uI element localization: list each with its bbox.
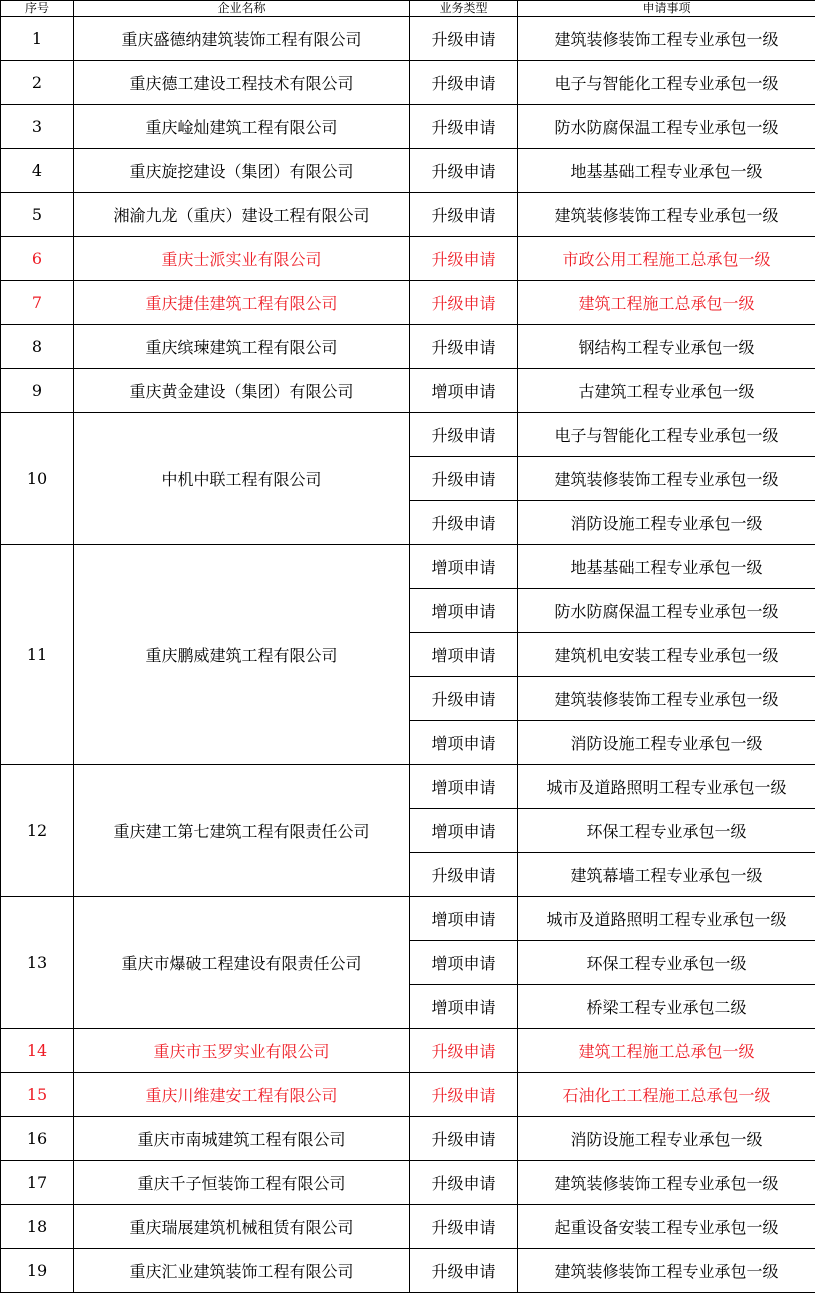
serial-no-cell: 14 xyxy=(1,1029,74,1073)
serial-no-cell: 4 xyxy=(1,149,74,193)
table-row xyxy=(1,413,815,457)
application-matter-cell: 消防设施工程专业承包一级 xyxy=(518,721,815,765)
business-type-cell: 升级申请 xyxy=(410,1117,518,1161)
application-matter-cell: 电子与智能化工程专业承包一级 xyxy=(518,61,815,105)
business-type-cell: 升级申请 xyxy=(410,677,518,721)
application-matter-cell: 消防设施工程专业承包一级 xyxy=(518,501,815,545)
company-name-cell: 中机中联工程有限公司 xyxy=(74,413,410,545)
table-row xyxy=(1,237,815,281)
header-business-type: 业务类型 xyxy=(410,1,518,17)
company-name-cell: 重庆鹏威建筑工程有限公司 xyxy=(74,545,410,765)
company-name-cell: 重庆市玉罗实业有限公司 xyxy=(74,1029,410,1073)
serial-no-cell: 8 xyxy=(1,325,74,369)
application-matter-cell: 市政公用工程施工总承包一级 xyxy=(518,237,815,281)
business-type-cell: 增项申请 xyxy=(410,897,518,941)
table-row xyxy=(1,1029,815,1073)
table-row xyxy=(1,1249,815,1293)
company-name-cell: 重庆汇业建筑装饰工程有限公司 xyxy=(74,1249,410,1293)
company-name-cell: 重庆捷佳建筑工程有限公司 xyxy=(74,281,410,325)
business-type-cell: 升级申请 xyxy=(410,1249,518,1293)
header-company-name: 企业名称 xyxy=(74,1,410,17)
business-type-cell: 升级申请 xyxy=(410,61,518,105)
application-matter-cell: 地基基础工程专业承包一级 xyxy=(518,149,815,193)
application-matter-cell: 建筑工程施工总承包一级 xyxy=(518,1029,815,1073)
application-matter-cell: 古建筑工程专业承包一级 xyxy=(518,369,815,413)
table-row xyxy=(1,1117,815,1161)
application-matter-cell: 防水防腐保温工程专业承包一级 xyxy=(518,105,815,149)
application-matter-cell: 城市及道路照明工程专业承包一级 xyxy=(518,897,815,941)
serial-no-cell: 5 xyxy=(1,193,74,237)
application-matter-cell: 地基基础工程专业承包一级 xyxy=(518,545,815,589)
business-type-cell: 升级申请 xyxy=(410,501,518,545)
table-row xyxy=(1,105,815,149)
serial-no-cell: 13 xyxy=(1,897,74,1029)
company-name-cell: 重庆建工第七建筑工程有限责任公司 xyxy=(74,765,410,897)
serial-no-cell: 3 xyxy=(1,105,74,149)
table-row xyxy=(1,897,815,941)
header-serial-no: 序号 xyxy=(1,1,74,17)
company-name-cell: 重庆德工建设工程技术有限公司 xyxy=(74,61,410,105)
business-type-cell: 升级申请 xyxy=(410,457,518,501)
business-type-cell: 升级申请 xyxy=(410,413,518,457)
business-type-cell: 增项申请 xyxy=(410,985,518,1029)
application-matter-cell: 建筑幕墙工程专业承包一级 xyxy=(518,853,815,897)
company-name-cell: 重庆市爆破工程建设有限责任公司 xyxy=(74,897,410,1029)
header-row xyxy=(1,1,815,17)
company-name-cell: 重庆川维建安工程有限公司 xyxy=(74,1073,410,1117)
application-matter-cell: 建筑装修装饰工程专业承包一级 xyxy=(518,1161,815,1205)
table-row xyxy=(1,369,815,413)
business-type-cell: 升级申请 xyxy=(410,105,518,149)
business-type-cell: 升级申请 xyxy=(410,237,518,281)
table-row xyxy=(1,193,815,237)
business-type-cell: 升级申请 xyxy=(410,17,518,61)
table-row xyxy=(1,545,815,589)
serial-no-cell: 19 xyxy=(1,1249,74,1293)
table-row xyxy=(1,1073,815,1117)
company-name-cell: 重庆市南城建筑工程有限公司 xyxy=(74,1117,410,1161)
application-matter-cell: 建筑工程施工总承包一级 xyxy=(518,281,815,325)
business-type-cell: 升级申请 xyxy=(410,1205,518,1249)
business-type-cell: 升级申请 xyxy=(410,1161,518,1205)
table-body xyxy=(1,17,815,1293)
business-type-cell: 升级申请 xyxy=(410,149,518,193)
serial-no-cell: 17 xyxy=(1,1161,74,1205)
company-name-cell: 重庆瑞展建筑机械租赁有限公司 xyxy=(74,1205,410,1249)
company-name-cell: 重庆黄金建设（集团）有限公司 xyxy=(74,369,410,413)
application-matter-cell: 环保工程专业承包一级 xyxy=(518,941,815,985)
business-type-cell: 升级申请 xyxy=(410,1073,518,1117)
table-row xyxy=(1,149,815,193)
table-row xyxy=(1,765,815,809)
application-matter-cell: 石油化工工程施工总承包一级 xyxy=(518,1073,815,1117)
company-name-cell: 重庆千子恒装饰工程有限公司 xyxy=(74,1161,410,1205)
serial-no-cell: 12 xyxy=(1,765,74,897)
business-type-cell: 增项申请 xyxy=(410,721,518,765)
company-name-cell: 重庆崯灿建筑工程有限公司 xyxy=(74,105,410,149)
application-matter-cell: 建筑机电安装工程专业承包一级 xyxy=(518,633,815,677)
table-row xyxy=(1,281,815,325)
business-type-cell: 增项申请 xyxy=(410,633,518,677)
business-type-cell: 增项申请 xyxy=(410,545,518,589)
application-matter-cell: 建筑装修装饰工程专业承包一级 xyxy=(518,193,815,237)
serial-no-cell: 1 xyxy=(1,17,74,61)
business-type-cell: 增项申请 xyxy=(410,765,518,809)
serial-no-cell: 6 xyxy=(1,237,74,281)
business-type-cell: 增项申请 xyxy=(410,589,518,633)
serial-no-cell: 9 xyxy=(1,369,74,413)
application-matter-cell: 城市及道路照明工程专业承包一级 xyxy=(518,765,815,809)
business-type-cell: 升级申请 xyxy=(410,853,518,897)
application-matter-cell: 桥梁工程专业承包二级 xyxy=(518,985,815,1029)
company-name-cell: 湘渝九龙（重庆）建设工程有限公司 xyxy=(74,193,410,237)
table-row xyxy=(1,325,815,369)
table-row xyxy=(1,1161,815,1205)
serial-no-cell: 2 xyxy=(1,61,74,105)
business-type-cell: 升级申请 xyxy=(410,1029,518,1073)
application-matter-cell: 建筑装修装饰工程专业承包一级 xyxy=(518,1249,815,1293)
serial-no-cell: 15 xyxy=(1,1073,74,1117)
table-row xyxy=(1,61,815,105)
business-type-cell: 升级申请 xyxy=(410,281,518,325)
serial-no-cell: 16 xyxy=(1,1117,74,1161)
application-matter-cell: 钢结构工程专业承包一级 xyxy=(518,325,815,369)
business-type-cell: 增项申请 xyxy=(410,941,518,985)
serial-no-cell: 18 xyxy=(1,1205,74,1249)
table-row xyxy=(1,1205,815,1249)
application-matter-cell: 电子与智能化工程专业承包一级 xyxy=(518,413,815,457)
business-type-cell: 升级申请 xyxy=(410,325,518,369)
table-row xyxy=(1,17,815,61)
application-matter-cell: 建筑装修装饰工程专业承包一级 xyxy=(518,17,815,61)
header-application-matter: 申请事项 xyxy=(518,1,815,17)
application-matter-cell: 建筑装修装饰工程专业承包一级 xyxy=(518,457,815,501)
business-type-cell: 增项申请 xyxy=(410,809,518,853)
application-matter-cell: 起重设备安装工程专业承包一级 xyxy=(518,1205,815,1249)
application-matter-cell: 建筑装修装饰工程专业承包一级 xyxy=(518,677,815,721)
application-matter-cell: 环保工程专业承包一级 xyxy=(518,809,815,853)
application-matter-cell: 防水防腐保温工程专业承包一级 xyxy=(518,589,815,633)
serial-no-cell: 10 xyxy=(1,413,74,545)
business-type-cell: 增项申请 xyxy=(410,369,518,413)
serial-no-cell: 11 xyxy=(1,545,74,765)
application-matter-cell: 消防设施工程专业承包一级 xyxy=(518,1117,815,1161)
company-name-cell: 重庆士派实业有限公司 xyxy=(74,237,410,281)
company-name-cell: 重庆盛德纳建筑装饰工程有限公司 xyxy=(74,17,410,61)
company-name-cell: 重庆旋挖建设（集团）有限公司 xyxy=(74,149,410,193)
serial-no-cell: 7 xyxy=(1,281,74,325)
business-type-cell: 升级申请 xyxy=(410,193,518,237)
company-name-cell: 重庆缤瑓建筑工程有限公司 xyxy=(74,325,410,369)
